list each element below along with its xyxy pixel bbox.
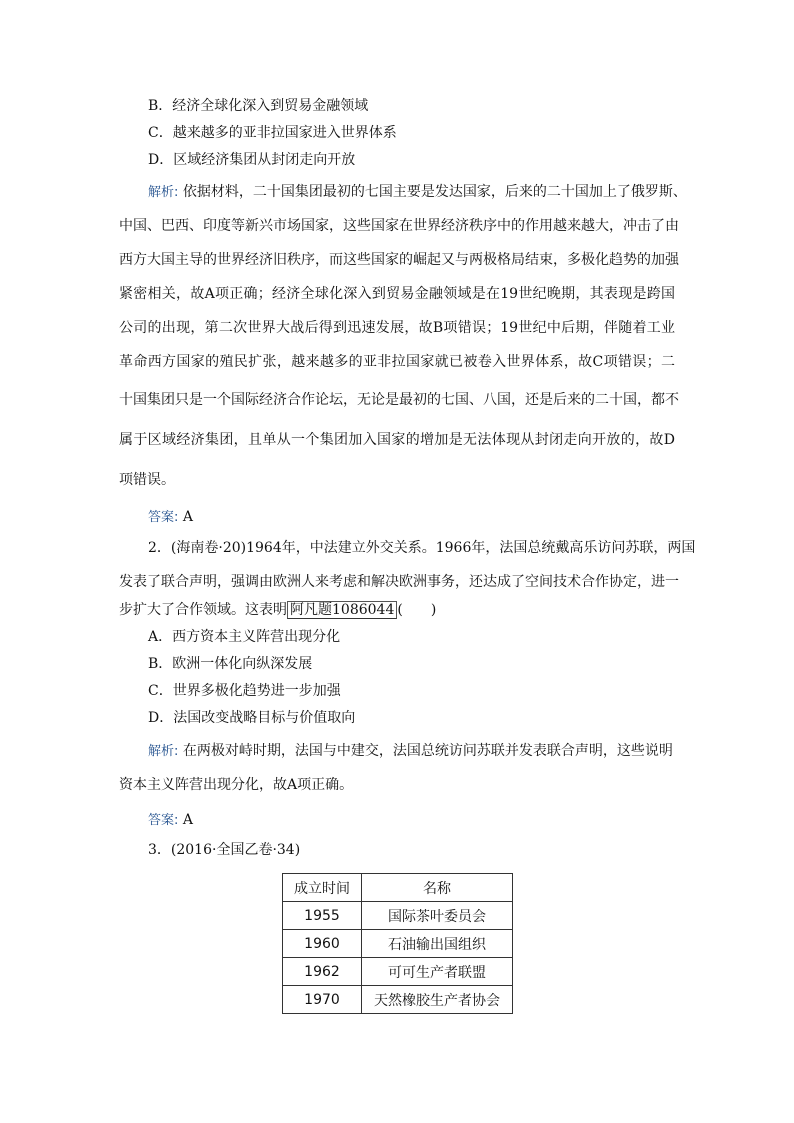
q2-analysis-line: 资本主义阵营出现分化，故A项正确。 [119,777,354,793]
q2-analysis-label: 解析: [148,744,179,759]
q1-option-b: B．经济全球化深入到贸易金融领域 [148,98,369,114]
header-name: 名称 [362,874,513,902]
table-row [283,930,513,958]
table-row [283,902,513,930]
q2-stem-line [119,600,675,620]
q1-option-c: C．越来越多的亚非拉国家进入世界体系 [148,125,397,141]
q1-analysis-line: 公司的出现，第二次世界大战后得到迅速发展，故B项错误；19世纪中后期，伴随着工业 [119,320,675,336]
q1-analysis-line [148,182,687,203]
q1-analysis-line: 属于区域经济集团，且单从一个集团加入国家的增加是无法体现从封闭走向开放的，故D [119,432,675,448]
q2-option-a: A．西方资本主义阵营出现分化 [148,629,341,645]
q1-answer-label: 答案: [148,510,179,525]
q2-question-id-tag: 阿凡题1086044 [287,601,397,619]
q1-option-d: D．区域经济集团从封闭走向开放 [148,152,356,168]
q2-option-b: B．欧洲一体化向纵深发展 [148,656,313,672]
q1-analysis-line: 中国、巴西、印度等新兴市场国家，这些国家在世界经济秩序中的作用越来越大，冲击了由 [119,218,679,234]
cell-name: 石油输出国组织 [362,930,513,958]
q1-answer [148,507,193,528]
q3-stem: 3．(2016·全国乙卷·34) [148,842,301,858]
header-founded-year: 成立时间 [283,874,362,902]
cell-name: 国际茶叶委员会 [362,902,513,930]
q2-stem-text: 步扩大了合作领域。这表明 [119,602,287,618]
cell-year: 1970 [283,986,362,1014]
q2-stem-line: 2．(海南卷·20)1964年，中法建立外交关系。1966年，法国总统戴高乐访问苏联，两国 [148,540,696,556]
q2-answer [148,810,193,831]
q2-option-c: C．世界多极化趋势进一步加强 [148,683,341,699]
q2-stem-line: 发表了联合声明，强调由欧洲人来考虑和解决欧洲事务，还达成了空间技术合作协定，进一 [119,574,679,590]
q1-analysis-line: 项错误。 [119,472,175,488]
cell-year: 1962 [283,958,362,986]
q2-analysis-line [148,741,675,762]
q2-answer-label: 答案: [148,813,179,828]
q1-analysis-line: 西方大国主导的世界经济旧秩序，而这些国家的崛起又与两极格局结束，多极化趋势的加强 [119,252,679,268]
q1-analysis-line: 革命西方国家的殖民扩张，越来越多的亚非拉国家就已被卷入世界体系，故C项错误；二 [119,354,675,370]
cell-name: 天然橡胶生产者协会 [362,986,513,1014]
table-header-row [283,874,513,902]
cell-name: 可可生产者联盟 [362,958,513,986]
q2-answer-value: A [182,812,193,828]
q2-answer-blank: ( ) [397,602,437,618]
cell-year: 1960 [283,930,362,958]
q1-analysis-label: 解析: [148,185,179,200]
organizations-table [282,873,513,1014]
q1-analysis-line: 十国集团只是一个国际经济合作论坛，无论是最初的七国、八国，还是后来的二十国，都不 [119,392,679,408]
q2-option-d: D．法国改变战略目标与价值取向 [148,710,356,726]
q2-analysis-text: 在两极对峙时期，法国与中建交，法国总统访问苏联并发表联合声明，这些说明 [182,743,673,759]
table-row [283,958,513,986]
q1-answer-value: A [182,509,193,525]
table-row [283,986,513,1014]
q1-analysis-line: 紧密相关，故A项正确；经济全球化深入到贸易金融领域是在19世纪晚期，其表现是跨国 [119,286,675,302]
q1-analysis-text: 依据材料，二十国集团最初的七国主要是发达国家，后来的二十国加上了俄罗斯、 [182,184,687,200]
cell-year: 1955 [283,902,362,930]
